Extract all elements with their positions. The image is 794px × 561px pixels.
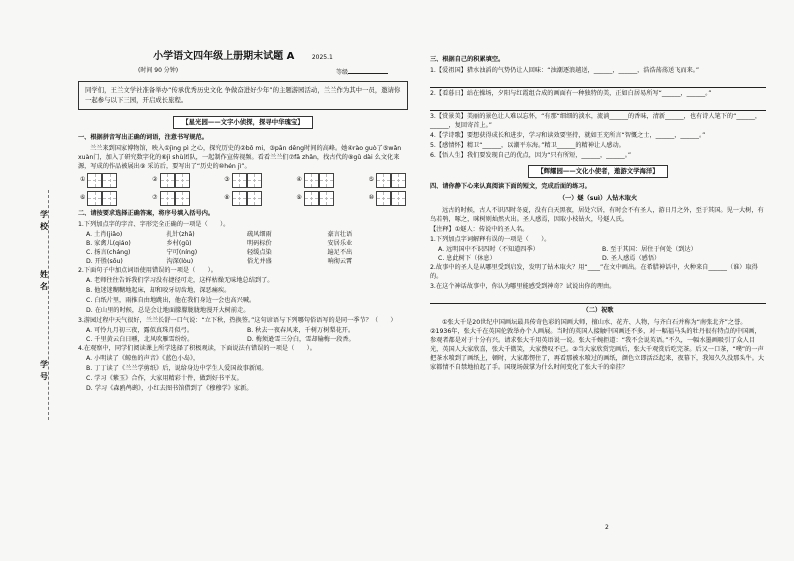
answer-box[interactable]: ⑥ — [80, 191, 117, 206]
sub-question: 1.下列加点字的字音、字形完全正确的一项是（ ）。 — [78, 220, 230, 228]
sub-question: 3.在这个神话故事中，你认为哪里能感受到神奇？试说出你的理由。 — [430, 283, 616, 290]
answer-box[interactable]: ⑤ — [369, 173, 406, 188]
option: 响彻云霄 — [327, 257, 353, 265]
binding-sidebar — [28, 190, 58, 420]
sidebar-label: 号 — [40, 372, 48, 381]
option: A. 远明国中不识四时（不知道四季） — [438, 246, 539, 254]
grade-field[interactable]: 等级 — [336, 67, 388, 78]
option: D. 学习《森鸥鸬鹚》，小红去图书馆借到了《穆穆学》家新。 — [86, 384, 253, 392]
exam-title: 小学语文四年级上册期末试题 A — [153, 51, 295, 62]
fill-item: 5.【感情怀】精卫“______，以潮平东海。”精卫______的精神让人感动。 — [430, 141, 625, 149]
page-title — [78, 50, 408, 65]
answer-box[interactable]: ⑦ — [152, 191, 189, 206]
fill-item: 2.【看暮日】站在操场，夕阳与红霞组合成的画面有一种独特的美，正如白居易所写“______，______。” — [430, 89, 712, 97]
question-text: 兰兰来到国家博物馆，映入①jìng pì 之心，探究历史的②bō mi，③pān dēng时间的高峰。她④rào guò了⑤wǎn xuàn门，加入了研究数字化的⑥jì shù团队，一起制作宣传视频。看看兰兰们⑦fā zhǎn，找古代的⑧gǔ dài 么文化来源，写成的作品被展出⑨ 采访后，要写出了“历史的⑩hén jì”。 — [78, 144, 402, 170]
option: B. 家禽儿(qiáo) — [86, 239, 131, 247]
option: A. 土肖(jiǎo) — [86, 230, 123, 238]
answer-line[interactable] — [430, 78, 766, 88]
passage-text: 远古的时候，古人不识四时冬夏，没有白天黑夜，居处穴居，有时会不有圣人，游日月之外，至于其国。见一大树，有鸟若鸮，啄之，咪树则灿然火出。圣人感焉，因取小枝钻火，号燧人氏。 — [430, 207, 764, 224]
option: 明码标价 — [247, 239, 272, 247]
option: B. 丁丁读了《兰兰学剪纸》后，说给身边中学生人爱国故事新闻。 — [86, 364, 268, 372]
question-title: 一、根据拼音写出正确的词语，注意书写规范。 — [78, 133, 208, 141]
fill-item: 1.【爱祖国】猎水浊滔的气势仍让人回味：“浊潮逐浪越送，______，______，浩浩荡荡送飞而来。” — [430, 66, 700, 74]
sub-question: 1.下列加点字词解释有误的一项是（ ）。 — [430, 236, 551, 244]
answer-box[interactable]: ⑩ — [369, 191, 406, 206]
section-heading: 【辉耀园——文化小使者，遨游文学海洋】 — [528, 165, 667, 178]
option: 遍足不出 — [327, 248, 353, 256]
sidebar-label: 名 — [40, 282, 48, 291]
passage-title: （二）祝歌 — [582, 306, 614, 314]
answer-box[interactable]: ⑧ — [224, 191, 261, 206]
question-title: 四、请你静下心来认真阅读下面的短文，完成后面的练习。 — [430, 183, 591, 191]
time-label: (时间 90 分钟) — [138, 66, 179, 74]
answer-line[interactable] — [430, 294, 766, 304]
option: 轻缓点染 — [247, 248, 272, 256]
sub-question: 3.游园过程中天气很好，兰兰长舒一口气说：“立下秋，热换签。”这句谚语与下列哪句俗语写的是同一季节？（ ） — [78, 316, 397, 324]
option: C. 白纸片里，雨推自由地跳出，他在我们身边一会也高兴喊。 — [86, 296, 256, 304]
option: C. 息此树下（休息） — [438, 255, 496, 263]
passage-text: ①张大千是20世纪中国画坛最具传奇色彩的国画大师，擅山水、花卉、人物，与齐白石并称为“南张北齐”之誉。②1936年，张大千在英国伦敦举办个人画展。当时的英国人接触中国画还不多，对一幅福马头的牡丹很有特点的中国画，参观者都是对于十分有兴。请求张大千用英语说一说。张大千婉拒道：“我不会说英语。”不久，一幅水墨画吸引了众人目光，英国人大家欣喜，张大千微笑，大家赞叹不已。③当大家欣赏完画后，张大千观赏后吃完茶。后又一口茶，“噗”的一声把茶水喷到了画纸上，顿时，大家都愣住了，再看那被水喷过的画纸，颜色立即活泛起来，夜幕下，我知久久没那头牛。大家都情不自禁地拍起了手。国现场鼓掌为什么时间变化了张大千的牵挂？ — [430, 318, 765, 371]
section-heading: 【星光园——文字小侦探，探寻中华瑰宝】 — [173, 116, 312, 129]
option: A. 老师往往告诉我们学习没有捷径可走，这样枯燥无味地总结到了。 — [86, 276, 274, 284]
fill-item: 6.【悟人生】我们要发现自己的优点，因为“只有所短，______，______。” — [430, 151, 632, 159]
option: D. 在山里的时候，总是会让地面朦朦胧胧地漫开大树前走。 — [86, 306, 250, 314]
question-title: 二、请按要求选择正确答案，将序号填入括号内。 — [78, 209, 215, 217]
option: 宁可(níng) — [166, 248, 198, 256]
option: 扎针(zhā) — [166, 230, 195, 238]
option: B. 至于其国：居住于何处（到达） — [602, 246, 697, 254]
passage-title: （一）燧（suì）人钻木取火 — [558, 195, 638, 203]
option: 安居乐业 — [327, 239, 353, 247]
options-grid — [78, 231, 408, 267]
fill-item: 4.【学诗歌】要想获得成长和进步，学习和读效要坚持，就如王充所言“智慨之士，______，______。” — [430, 131, 706, 139]
fill-item: 3.【赏景美】美丽的景色让人难以忘怀，“有那“细细的淡水，流淌______的香味，清新______，也有诗人笔下的“______，______，复回寄首上。” — [430, 112, 762, 129]
answer-boxes-row-1 — [78, 173, 408, 188]
answer-line[interactable] — [430, 101, 766, 111]
answer-box[interactable]: ④ — [296, 173, 333, 188]
option: 沟深(lòu) — [166, 257, 194, 265]
option: D. 开胜(sōu) — [86, 257, 123, 265]
sidebar-label: 校 — [40, 222, 48, 231]
option: C. 千里黄云白日曛，北风吹雁雪纷纷。 — [86, 335, 194, 343]
option: A. 小明读了《鲸鱼的声音》《蓝色小岛》， — [86, 354, 200, 362]
option: 豪言壮语 — [327, 230, 353, 238]
answer-box[interactable]: ⑨ — [296, 191, 333, 206]
option: A. 可怜九月初三夜，露似真珠月似弓。 — [86, 326, 194, 334]
right-column — [430, 52, 766, 374]
sub-question: 4.在观察中，同学们阅读课上所学选择了积极观读，下面说法有错误的一项是（ ）。 — [78, 344, 316, 352]
options-grid — [430, 246, 766, 264]
exam-date: 2025.1 — [311, 54, 333, 61]
option: C. 学习《紫玉》合作，大家用精彩十件，做到好书平友。 — [86, 374, 243, 382]
answer-box[interactable]: ① — [80, 173, 117, 188]
question-title: 三、根据自己的积累填空。 — [430, 56, 505, 63]
subtitle-row — [138, 67, 388, 78]
option: 疏风细雨 — [247, 230, 272, 238]
sidebar-label: 学 — [40, 210, 48, 219]
option: D. 梅须逊雪三分白，雪却输梅一段香。 — [247, 335, 355, 343]
option: C. 扬言(cháng) — [86, 248, 131, 256]
option: 乡村(gǔ) — [166, 239, 192, 247]
answer-boxes-row-2 — [78, 191, 408, 206]
option: D. 圣人感焉（感悟） — [602, 255, 661, 263]
options-grid — [78, 327, 408, 345]
passage-note: 【注释】①燧人：传说中的圣人名。 — [430, 226, 529, 234]
sub-question: 2.故事中的圣人是从哪里受到启发，发明了钻木取火？用“____”在文中画出。在希腊神话中，火种来自______（谁）取得的。 — [430, 264, 758, 281]
option: B. 秋去一夜春风来，千树万树梨花开。 — [247, 326, 355, 334]
option: 俗尤并盛 — [247, 257, 272, 265]
sidebar-label: 学 — [40, 360, 48, 369]
intro-notice: 同学们，王兰文学社准备举办“传承优秀历史文化 争做奋进好少年”的主题游园活动，兰兰作为其中一员，邀请你一起参与以下三园，开启成长旅程。 — [78, 81, 408, 110]
answer-box[interactable]: ③ — [224, 173, 261, 188]
sub-question: 2.下面句子中加点词语使用错误的一项是（ ）。 — [78, 266, 217, 274]
sidebar-label: 姓 — [40, 270, 48, 279]
page-number: 2 — [605, 524, 609, 531]
left-column — [78, 40, 408, 395]
answer-box[interactable]: ② — [152, 173, 189, 188]
option: B. 他迷迷糊糊地起床，却和咬牙切齿地，深恶痛疾。 — [86, 286, 231, 294]
